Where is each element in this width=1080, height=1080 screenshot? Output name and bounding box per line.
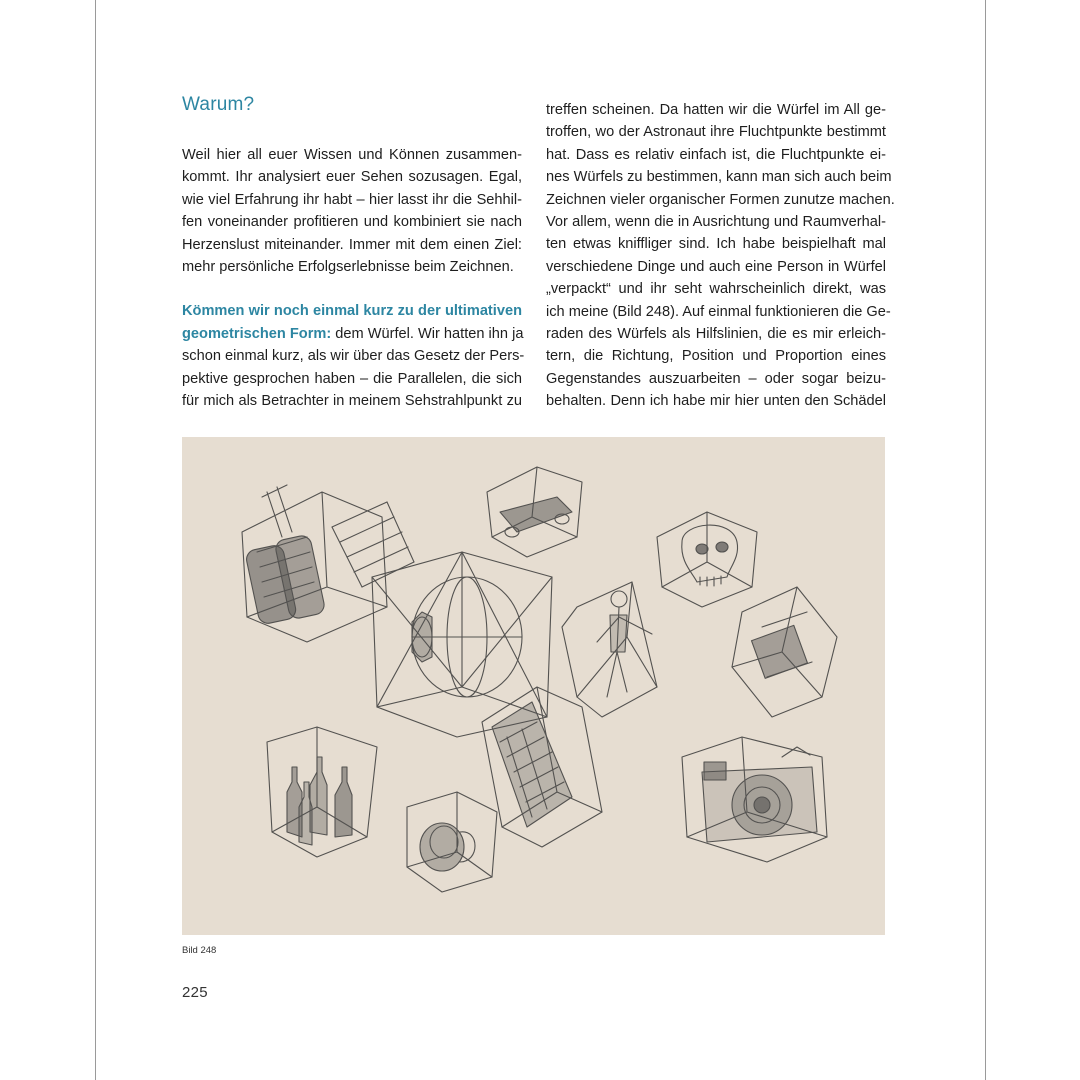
figure-caption: Bild 248 [182,945,217,956]
text-line: fen voneinander profitieren und kombiniert sie nach [182,214,522,231]
text-line: verschiedene Dinge und auch eine Person in Würfel [546,258,886,275]
page-number: 225 [182,984,208,1001]
paragraph-1 [182,144,522,278]
pencil-sketch-figure [182,437,885,935]
text-line: pektive gesprochen haben – die Parallelen, die sich [182,370,522,387]
sketch-tracked-vehicle-cube [242,485,414,642]
text-column-right [546,99,895,413]
text-line: mehr persönliche Erfolgserlebnisse beim Zeichnen. [182,259,514,276]
highlight-text: geometrischen Form: [182,325,332,342]
sketch-bottles-cube [267,727,377,857]
sketch-building-cube [482,687,602,847]
text-line: raden des Würfels als Hilfslinien, die es mir erleich- [546,326,886,343]
sketch-camera-cube [682,737,827,862]
text-fragment: dem Würfel. Wir hatten ihn ja [331,325,524,342]
text-line: Gegenstandes auszuarbeiten – oder sogar beizu- [546,370,886,387]
text-line: tern, die Richtung, Position und Proportion eines [546,348,886,365]
text-line: behalten. Denn ich habe mir hier unten den Schädel [546,393,886,410]
paragraph-2 [182,300,525,412]
text-line: nes Würfels zu bestimmen, kann man sich auch beim [546,169,892,186]
page-edge-left [95,0,96,1080]
sketch-cup-cube [407,792,497,892]
text-line: Zeichnen vieler organischer Formen zunutze machen. [546,191,895,208]
text-line: ich meine (Bild 248). Auf einmal funktionieren die Ge- [546,303,891,320]
page-edge-right [985,0,986,1080]
text-line: schon einmal kurz, als wir über das Gesetz der Pers- [182,348,525,365]
sketch-skull-cube [657,512,757,607]
text-line: wie viel Erfahrung ihr habt – hier lasst ihr die Sehhil- [182,191,522,208]
text-line-mixed [182,323,522,345]
text-line: für mich als Betrachter in meinem Sehstrahlpunkt zu [182,393,522,410]
text-line: „verpackt“ und ihr seht wahrscheinlich direkt, was [546,281,886,298]
paragraph-3 [546,99,895,413]
text-line: troffen, wo der Astronaut ihre Fluchtpunkte bestimmt [546,124,886,141]
section-heading: Warum? [182,94,255,115]
text-line: Vor allem, wenn die in Ausrichtung und Raumverhal- [546,214,886,231]
text-line: ten etwas kniffliger sind. Ich habe beispielhaft mal [546,236,886,253]
sketch-machine-cube [732,587,837,717]
sketch-person-cube [562,582,657,717]
sketch-car-cube [487,467,582,557]
text-line: hat. Dass es relativ einfach ist, die Fluchtpunkte ei- [546,146,886,163]
text-line: Weil hier all euer Wissen und Können zusammen- [182,147,522,163]
highlight-text: Kömmen wir noch einmal kurz zu der ultimativen [182,303,522,320]
text-column-left [182,144,525,412]
text-line: treffen scheinen. Da hatten wir die Würfel im All ge- [546,102,886,118]
text-line: Herzenslust miteinander. Immer mit dem einen Ziel: [182,236,522,253]
text-line: kommt. Ihr analysiert euer Sehen sozusagen. Egal, [182,169,522,186]
sketch-illustration [182,437,885,935]
